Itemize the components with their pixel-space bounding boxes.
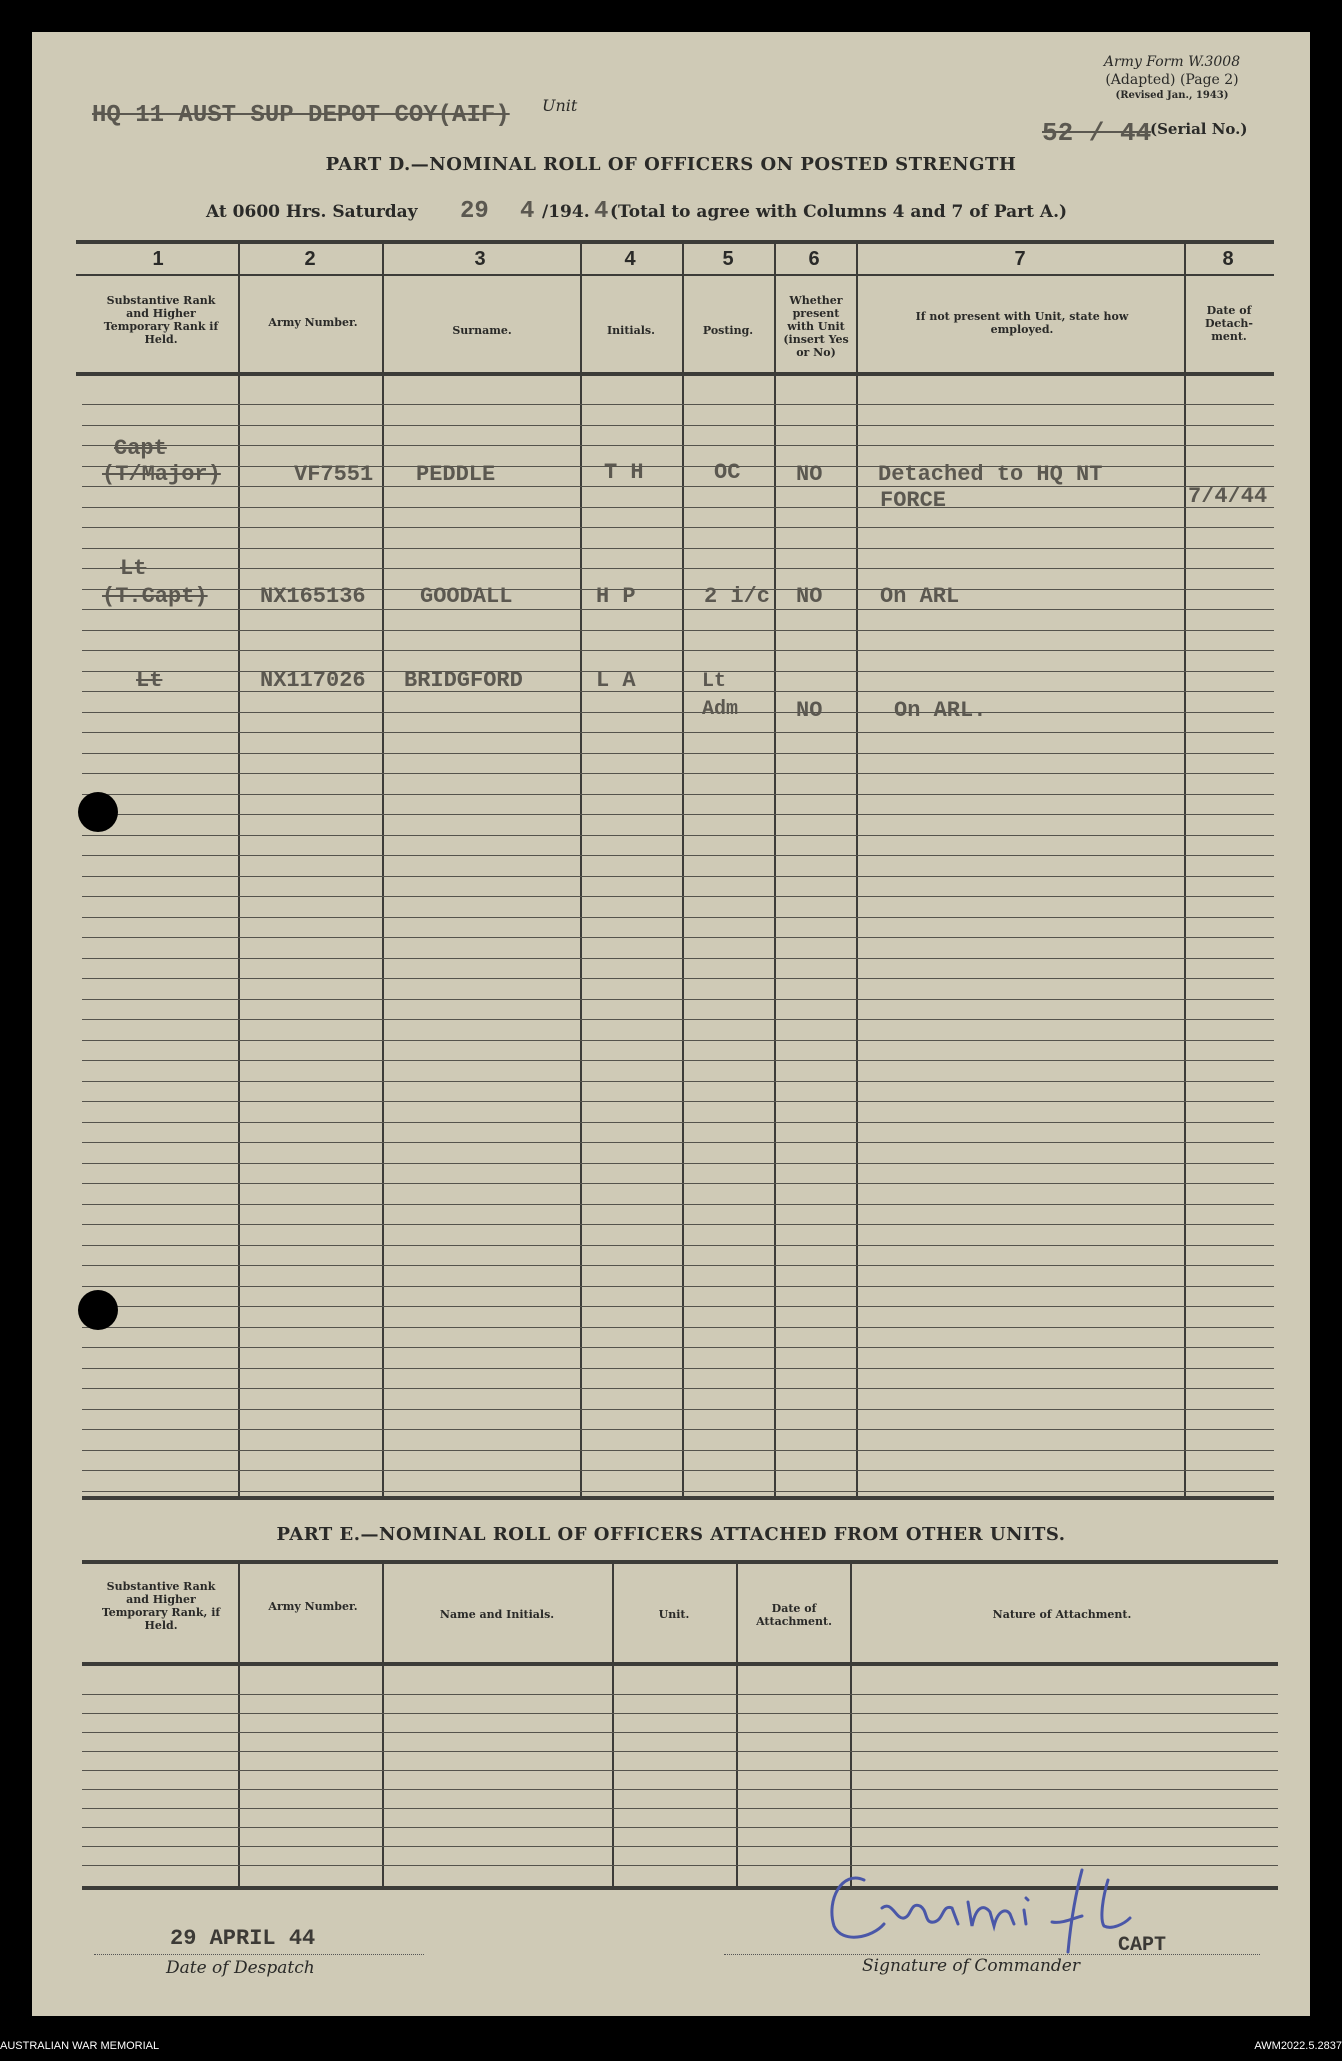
ruled-line — [82, 958, 1274, 959]
header-detachment: Date of Detach-ment. — [1204, 304, 1253, 343]
ruled-line — [82, 1732, 1278, 1733]
ruled-line — [82, 937, 1274, 938]
ruled-line — [82, 1204, 1274, 1205]
serial-number: 52 / 44 — [1042, 118, 1152, 148]
part-e-col-1 — [238, 1564, 240, 1886]
ruled-line — [82, 1368, 1274, 1369]
header-present: Whether present with Unit (insert Yes or No) — [783, 294, 849, 359]
col-number-5: 5 — [722, 248, 734, 270]
ruled-line — [82, 1142, 1274, 1143]
part-e-header-army-number: Army Number. — [268, 1600, 358, 1613]
ruled-line — [82, 1491, 1274, 1492]
row2-rank-temp: (T.Capt) — [102, 584, 208, 609]
punch-hole-bottom — [78, 1290, 118, 1330]
row1-rank-temp: (T/Major) — [102, 462, 221, 487]
row1-rank: Capt — [114, 436, 167, 461]
form-revised: (Revised Jan., 1943) — [1115, 90, 1229, 101]
footer-accession: AWM2022.5.2837 — [1254, 2040, 1342, 2052]
row3-army-number: NX117026 — [260, 668, 366, 693]
col-number-2: 2 — [304, 248, 316, 270]
part-e-header-bottom — [82, 1662, 1278, 1666]
ruled-line — [82, 1347, 1274, 1348]
ruled-line — [82, 896, 1274, 897]
part-e-col-2 — [382, 1564, 384, 1886]
row3-employed: On ARL. — [894, 698, 987, 723]
row2-present: NO — [796, 584, 823, 609]
ruled-line — [82, 876, 1274, 877]
ruled-line — [82, 1122, 1274, 1123]
year-prefix: /194. — [542, 202, 590, 222]
col-divider-2 — [382, 244, 384, 1496]
ruled-line — [82, 404, 1274, 405]
col-divider-5 — [774, 244, 776, 1496]
ruled-line — [82, 1429, 1274, 1430]
ruled-line — [82, 650, 1274, 651]
punch-hole-top — [78, 792, 118, 832]
date-month: 4 — [520, 198, 535, 225]
col-divider-6 — [856, 244, 858, 1496]
at-time-label: At 0600 Hrs. Saturday — [206, 202, 418, 222]
col-divider-4 — [682, 244, 684, 1496]
ruled-line — [82, 999, 1274, 1000]
ruled-line — [82, 1040, 1274, 1041]
part-e-header-date: Date of Attachment. — [756, 1602, 832, 1628]
row1-posting: OC — [714, 460, 741, 485]
table-bottom-border — [82, 1496, 1274, 1500]
ruled-line — [82, 1265, 1274, 1266]
signature-label: Signature of Commander — [862, 1956, 1080, 1976]
ruled-line — [82, 1183, 1274, 1184]
row3-initials: L A — [596, 668, 636, 693]
ruled-line — [82, 753, 1274, 754]
ruled-line — [82, 445, 1274, 446]
ruled-line — [82, 507, 1274, 508]
row3-present: NO — [796, 698, 823, 723]
ruled-line — [82, 1789, 1278, 1790]
ruled-line — [82, 1019, 1274, 1020]
ruled-line — [82, 814, 1274, 815]
row2-posting: 2 i/c — [704, 584, 771, 609]
part-e-header-rank: Substantive Rank and Higher Temporary Rank, if Held. — [101, 1580, 221, 1632]
row2-initials: H P — [596, 584, 636, 609]
year-digit: 4 — [594, 198, 609, 225]
col-divider-3 — [580, 244, 582, 1496]
despatch-line — [94, 1954, 424, 1955]
ruled-line — [82, 1470, 1274, 1471]
ruled-line — [82, 1827, 1278, 1828]
ruled-line — [82, 568, 1274, 569]
ruled-line — [82, 609, 1274, 610]
colnum-divider — [76, 274, 1274, 276]
ruled-line — [82, 1388, 1274, 1389]
ruled-line — [82, 1306, 1274, 1307]
ruled-line — [82, 732, 1274, 733]
ruled-line — [82, 773, 1274, 774]
ruled-line — [82, 712, 1274, 713]
part-e-header-unit: Unit. — [658, 1608, 690, 1621]
unit-label: Unit — [542, 96, 578, 115]
despatch-date: 29 APRIL 44 — [170, 1926, 316, 1951]
ruled-line — [82, 1224, 1274, 1225]
ruled-line — [82, 1327, 1274, 1328]
row1-employed: Detached to HQ NT — [878, 462, 1103, 487]
header-rank: Substantive Rank and Higher Temporary Rank if Held. — [103, 294, 219, 346]
col-number-4: 4 — [624, 248, 636, 270]
ruled-line — [82, 1808, 1278, 1809]
row2-surname: GOODALL — [420, 584, 513, 609]
header-army-number: Army Number. — [268, 316, 358, 329]
col-number-8: 8 — [1222, 248, 1234, 270]
ruled-line — [82, 1060, 1274, 1061]
ruled-line — [82, 1163, 1274, 1164]
ruled-line — [82, 1450, 1274, 1451]
ruled-line — [82, 527, 1274, 528]
unit-name: HQ 11 AUST SUP DEPOT COY(AIF) — [92, 102, 510, 129]
total-note: (Total to agree with Columns 4 and 7 of Part A.) — [610, 202, 1068, 222]
ruled-line — [82, 548, 1274, 549]
part-e-col-3 — [612, 1564, 614, 1886]
footer-credit: AUSTRALIAN WAR MEMORIAL — [0, 2040, 160, 2052]
part-d-title: PART D.—NOMINAL ROLL OF OFFICERS ON POSTED STRENGTH — [325, 154, 1017, 175]
ruled-line — [82, 630, 1274, 631]
row3-posting: Lt Adm — [702, 670, 739, 721]
header-initials: Initials. — [607, 324, 655, 337]
form-number: Army Form W.3008 — [1103, 54, 1241, 70]
row1-detach-date: 7/4/44 — [1188, 484, 1268, 509]
row2-army-number: NX165136 — [260, 584, 366, 609]
ruled-line — [82, 835, 1274, 836]
row1-initials: T H — [604, 460, 644, 485]
serial-label: (Serial No.) — [1150, 120, 1248, 138]
col-number-6: 6 — [808, 248, 820, 270]
table-top-border — [76, 240, 1274, 244]
ruled-line — [82, 1409, 1274, 1410]
row2-rank: Lt — [120, 556, 147, 581]
row1-surname: PEDDLE — [416, 462, 496, 487]
form-page — [32, 32, 1310, 2016]
row2-employed: On ARL — [880, 584, 960, 609]
col-number-1: 1 — [152, 248, 164, 270]
ruled-line — [82, 1081, 1274, 1082]
ruled-line — [82, 1245, 1274, 1246]
row1-employed-cont: FORCE — [880, 488, 947, 513]
ruled-line — [82, 1713, 1278, 1714]
col-divider-7 — [1184, 244, 1186, 1496]
form-adapted: (Adapted) (Page 2) — [1105, 72, 1239, 88]
ruled-line — [82, 1286, 1274, 1287]
date-day: 29 — [460, 198, 489, 225]
ruled-line — [82, 855, 1274, 856]
ruled-line — [82, 794, 1274, 795]
row1-present: NO — [796, 462, 823, 487]
part-e-col-5 — [850, 1564, 852, 1886]
row3-surname: BRIDGFORD — [404, 668, 523, 693]
ruled-line — [82, 425, 1274, 426]
ruled-line — [82, 917, 1274, 918]
row3-rank: Lt — [136, 668, 163, 693]
part-e-title: PART E.—NOMINAL ROLL OF OFFICERS ATTACHED FROM OTHER UNITS. — [276, 1524, 1066, 1545]
ruled-line — [82, 978, 1274, 979]
part-e-col-4 — [736, 1564, 738, 1886]
header-surname: Surname. — [452, 324, 512, 337]
ruled-line — [82, 1751, 1278, 1752]
col-divider-1 — [238, 244, 240, 1496]
header-employed: If not present with Unit, state how employed. — [915, 310, 1129, 336]
header-posting: Posting. — [702, 324, 754, 337]
row1-army-number: VF7551 — [294, 462, 374, 487]
part-e-header-nature: Nature of Attachment. — [992, 1608, 1132, 1621]
despatch-label: Date of Despatch — [166, 1958, 315, 1978]
col-number-7: 7 — [1014, 248, 1026, 270]
header-bottom-border — [76, 372, 1274, 376]
commander-rank: CAPT — [1118, 1934, 1167, 1957]
col-number-3: 3 — [474, 248, 486, 270]
ruled-line — [82, 1770, 1278, 1771]
part-e-top-border — [82, 1560, 1278, 1564]
part-e-header-name: Name and Initials. — [439, 1608, 555, 1621]
ruled-line — [82, 1694, 1278, 1695]
ruled-line — [82, 1101, 1274, 1102]
